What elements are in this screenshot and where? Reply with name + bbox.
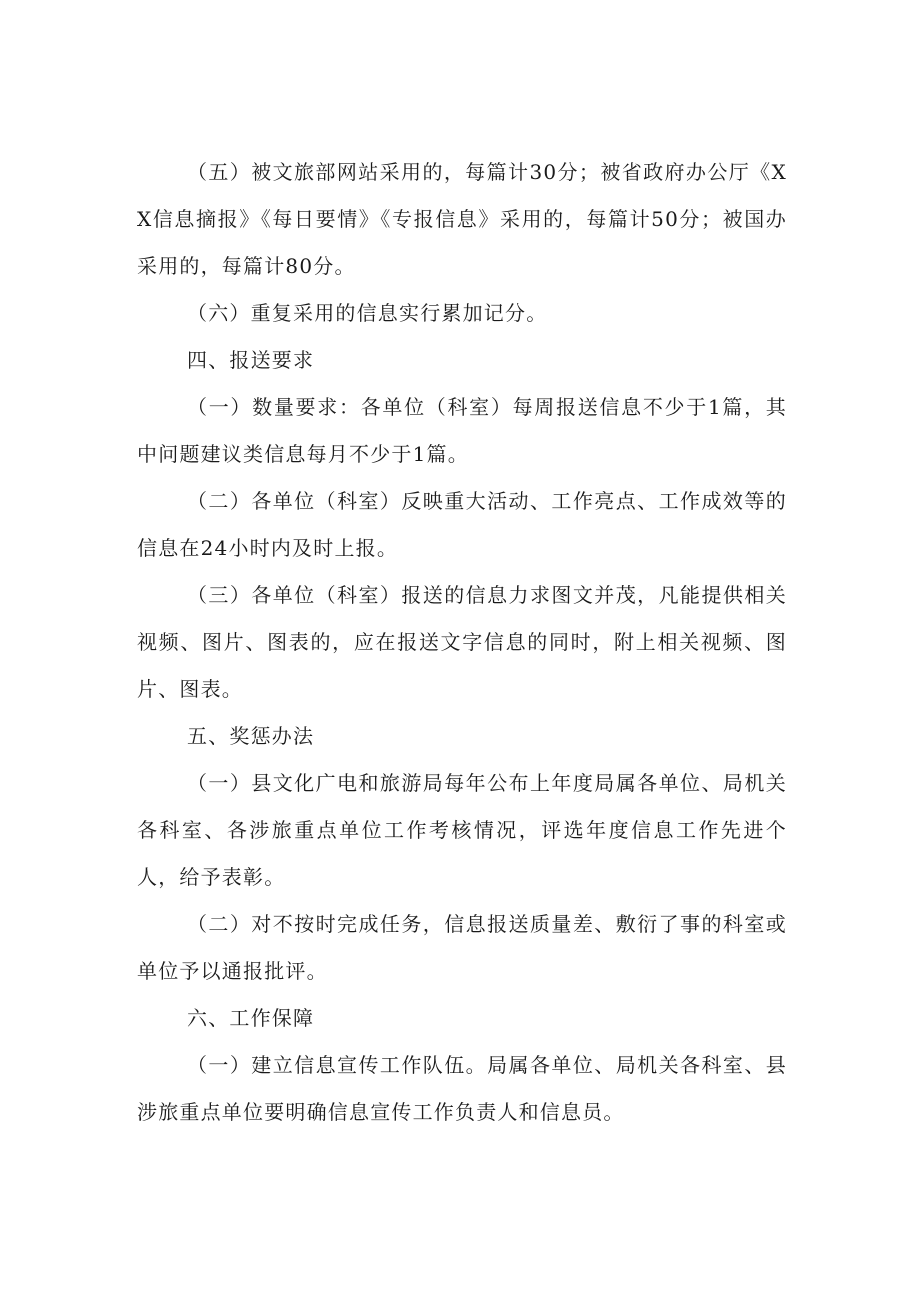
paragraph-score-rules-6: （六）重复采用的信息实行累加记分。 bbox=[187, 301, 548, 325]
section-heading-rewards-penalties: 五、奖惩办法 bbox=[187, 724, 315, 748]
paragraph-requirement-3: （三）各单位（科室）报送的信息力求图文并茂，凡能提供相关视频、图片、图表的，应在报送文字信息的同时，附上相关视频、图片、图表。 bbox=[137, 583, 787, 701]
paragraph-requirement-2: （二）各单位（科室）反映重大活动、工作亮点、工作成效等的信息在24小时内及时上报。 bbox=[137, 489, 787, 560]
paragraph-guarantee-1: （一）建立信息宣传工作队伍。局属各单位、局机关各科室、县涉旅重点单位要明确信息宣传工作负责人和信息员。 bbox=[137, 1053, 787, 1124]
paragraph-requirement-1: （一）数量要求：各单位（科室）每周报送信息不少于1篇，其中问题建议类信息每月不少于1篇。 bbox=[137, 395, 787, 466]
paragraph-reward-1: （一）县文化广电和旅游局每年公布上年度局属各单位、局机关各科室、各涉旅重点单位工作考核情况，评选年度信息工作先进个人，给予表彰。 bbox=[137, 771, 787, 889]
section-heading-work-guarantee: 六、工作保障 bbox=[187, 1006, 315, 1030]
document-body bbox=[137, 149, 787, 1136]
paragraph-reward-2: （二）对不按时完成任务，信息报送质量差、敷衍了事的科室或单位予以通报批评。 bbox=[137, 912, 787, 983]
section-heading-submission-requirements: 四、报送要求 bbox=[187, 348, 315, 372]
paragraph-score-rules-5: （五）被文旅部网站采用的，每篇计30分；被省政府办公厅《XX信息摘报》《每日要情》《专报信息》采用的，每篇计50分；被国办采用的，每篇计80分。 bbox=[137, 160, 787, 278]
